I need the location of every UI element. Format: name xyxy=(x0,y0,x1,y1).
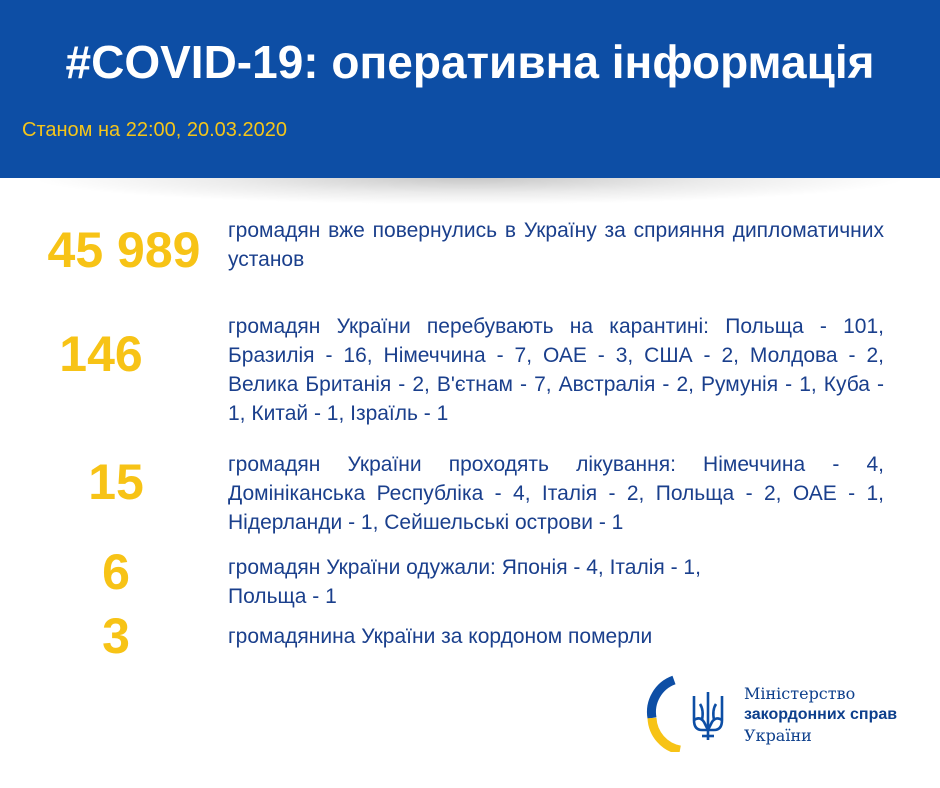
stat-text-treatment: громадян України проходять лікування: Німеччина - 4, Домініканська Республіка - 4, Італія - 2, Польща - 2, ОАЕ - 1, Нідерланди - 1, Сейшельські острови - 1 xyxy=(228,453,884,534)
stat-text-recovered-line1: громадян України одужали: Японія - 4, Італія - 1, xyxy=(228,556,701,579)
logo-text-ministry: Міністерство xyxy=(744,684,856,703)
stat-value-returned: 45 989 xyxy=(47,222,201,278)
stat-text-quarantine: громадян України перебувають на карантині: Польща - 101, Бразилія - 16, Німеччина - 7, ОАЕ - 3, США - 2, Молдова - 2, Велика Британія - 2, В'єтнам - 7, Австралія - 2, Румунія - 1, Куба - 1, Китай - 1, Ізраїль - 1 xyxy=(228,315,884,425)
ukraine-trident-icon xyxy=(690,690,726,742)
status-date: Станом на 22:00, 20.03.2020 xyxy=(22,119,287,141)
logo-text-ukraine: України xyxy=(744,726,812,745)
stat-value-treatment: 15 xyxy=(88,454,144,510)
header-shadow xyxy=(40,178,900,204)
logo-text-foreign-affairs: закордонних справ xyxy=(744,706,898,723)
stat-value-recovered: 6 xyxy=(102,544,130,600)
stat-value-quarantine: 146 xyxy=(59,326,143,382)
page-title: #COVID-19: оперативна інформація xyxy=(65,36,875,88)
stat-text-recovered-line2: Польща - 1 xyxy=(228,585,337,608)
stat-value-deceased: 3 xyxy=(102,608,130,664)
stat-text-returned: громадян вже повернулись в Україну за сприяння дипломатичних установ xyxy=(228,219,884,271)
stat-text-deceased: громадянина України за кордоном померли xyxy=(228,625,653,648)
